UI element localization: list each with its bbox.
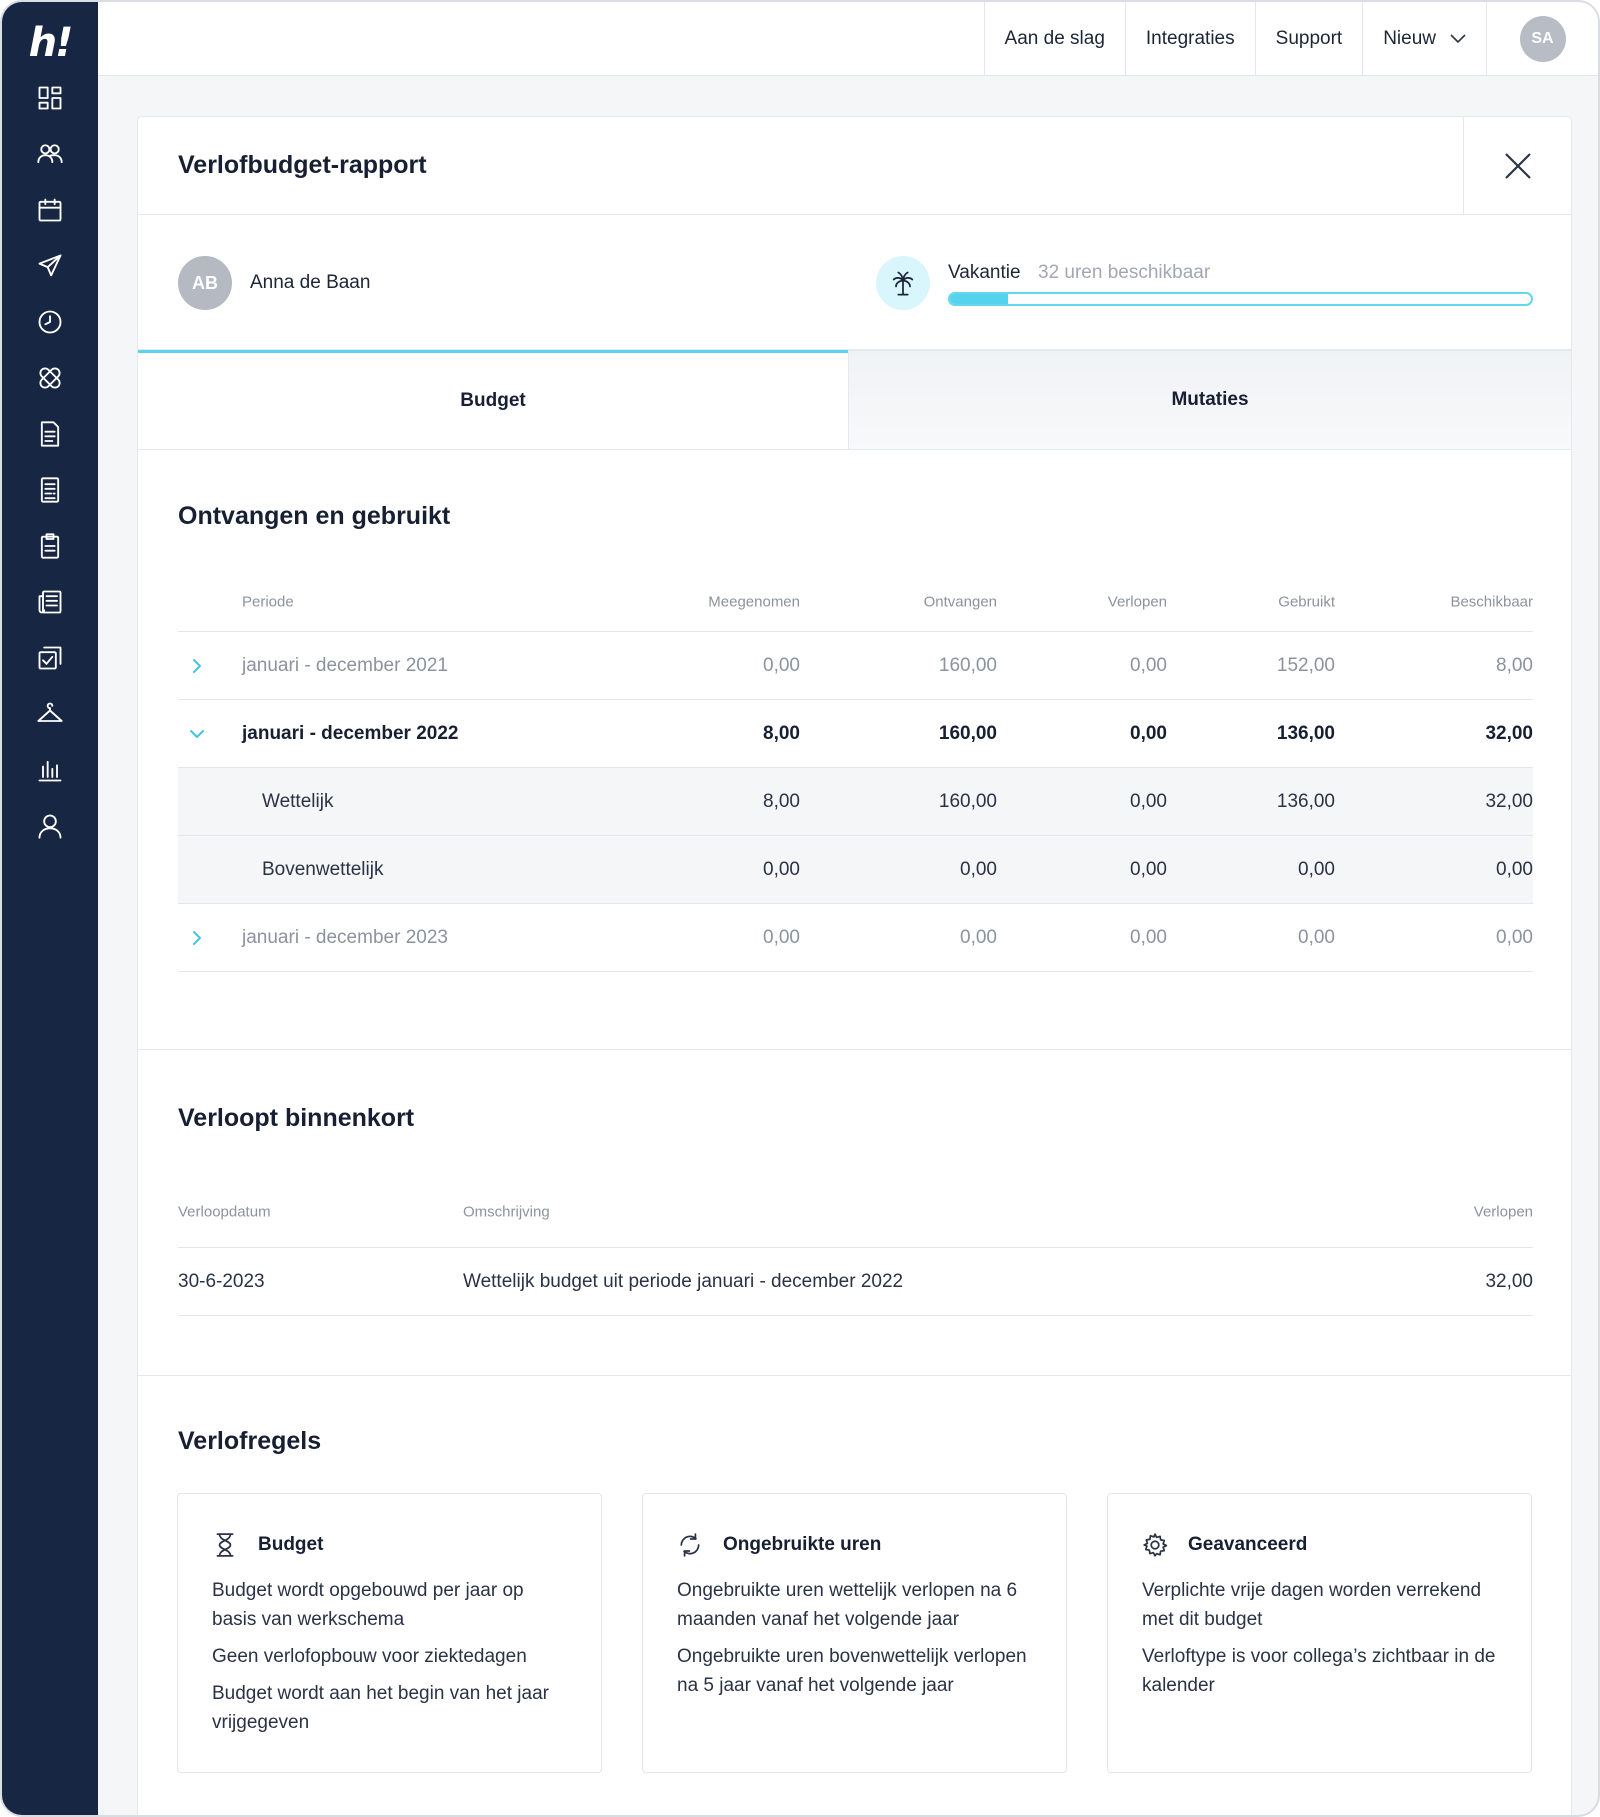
description-cell: Wettelijk budget uit periode januari - december 2022 — [463, 1270, 904, 1292]
tab-bar — [138, 350, 1571, 450]
panel-header — [138, 117, 1571, 215]
leave-available: 32 uren beschikbaar — [1038, 262, 1211, 283]
value-cell: 8,00 — [1496, 654, 1533, 676]
value-cell: 0,00 — [1130, 926, 1167, 948]
value-cell: 8,00 — [763, 722, 800, 744]
plane-icon[interactable] — [22, 238, 78, 294]
nav-support[interactable] — [1255, 2, 1363, 76]
top-nav — [984, 2, 1598, 76]
period-cell: Wettelijk — [262, 790, 334, 812]
rule-text: Geen verlofopbouw voor ziektedagen — [212, 1646, 527, 1667]
value-cell: 152,00 — [1276, 654, 1335, 676]
section-title: Verloopt binnenkort — [178, 1104, 415, 1132]
col-gebruikt: Gebruikt — [1278, 593, 1335, 610]
nav-label: Aan de slag — [1004, 28, 1105, 49]
section-title: Verlofregels — [178, 1427, 322, 1455]
value-cell: 0,00 — [960, 926, 997, 948]
card-header — [1142, 1528, 1497, 1562]
value-cell: 8,00 — [763, 790, 800, 812]
value-cell: 0,00 — [1130, 790, 1167, 812]
nav-label: Nieuw — [1383, 28, 1436, 49]
value-cell: 0,00 — [1130, 722, 1167, 744]
col-meegenomen: Meegenomen — [708, 593, 800, 610]
budget-section — [138, 450, 1571, 1050]
value-cell: 0,00 — [763, 858, 800, 880]
clipboard-icon[interactable] — [22, 518, 78, 574]
rules-cards — [177, 1493, 1532, 1773]
tab-mutaties[interactable]: Mutaties — [848, 350, 1571, 449]
value-cell: 0,00 — [960, 858, 997, 880]
col-verloopdatum: Verloopdatum — [178, 1203, 271, 1220]
period-cell: Bovenwettelijk — [262, 858, 384, 880]
document-icon[interactable] — [22, 406, 78, 462]
table-row[interactable] — [178, 904, 1533, 972]
palm-tree-icon — [876, 256, 930, 310]
period-cell: januari - december 2022 — [242, 722, 459, 744]
top-bar — [98, 2, 1598, 76]
rule-text: Verloftype is voor collega’s zichtbaar in de kalender — [1142, 1646, 1496, 1696]
card-header — [212, 1528, 567, 1562]
table-row[interactable] — [178, 632, 1533, 700]
bandage-icon[interactable] — [22, 350, 78, 406]
receipt-icon[interactable] — [22, 462, 78, 518]
date-cell: 30-6-2023 — [178, 1270, 265, 1292]
value-cell: 32,00 — [1485, 790, 1533, 812]
budget-table — [178, 572, 1533, 972]
col-beschikbaar: Beschikbaar — [1450, 593, 1533, 610]
table-subrow — [178, 836, 1533, 904]
section-title: Ontvangen en gebruikt — [178, 502, 451, 530]
value-cell: 160,00 — [938, 654, 997, 676]
table-header — [178, 1176, 1533, 1248]
user-menu[interactable] — [1486, 2, 1598, 76]
rule-card-ongebruikte-uren — [642, 1493, 1067, 1773]
table-header — [178, 572, 1533, 632]
value-cell: 160,00 — [938, 722, 997, 744]
period-cell: januari - december 2021 — [242, 654, 448, 676]
clock-icon[interactable] — [22, 294, 78, 350]
card-title: Budget — [258, 1534, 324, 1555]
chevron-right-icon[interactable] — [188, 657, 206, 675]
expiring-section — [138, 1050, 1571, 1376]
value-cell: 0,00 — [763, 926, 800, 948]
col-periode: Periode — [242, 593, 294, 610]
col-verlopen: Verlopen — [1107, 593, 1167, 610]
rule-text: Budget wordt opgebouwd per jaar op basis van werkschema — [212, 1580, 524, 1630]
sidebar — [2, 2, 98, 1817]
avatar: SA — [1520, 16, 1566, 62]
app-logo[interactable]: h! — [28, 20, 72, 66]
value-cell: 0,00 — [763, 654, 800, 676]
bar-chart-icon[interactable] — [22, 742, 78, 798]
employee-avatar: AB — [178, 256, 232, 310]
card-title: Geavanceerd — [1188, 1534, 1308, 1555]
value-cell: 136,00 — [1276, 790, 1335, 812]
progress-fill — [950, 294, 1008, 304]
col-omschrijving: Omschrijving — [463, 1203, 550, 1220]
page-title: Verlofbudget-rapport — [178, 151, 427, 179]
rule-card-budget — [177, 1493, 602, 1773]
value-cell: 0,00 — [1298, 926, 1335, 948]
leave-summary — [138, 215, 1571, 350]
user-icon[interactable] — [22, 798, 78, 854]
rule-card-geavanceerd — [1107, 1493, 1532, 1773]
table-row[interactable] — [178, 700, 1533, 768]
nav-integraties[interactable] — [1125, 2, 1255, 76]
nav-label: Integraties — [1145, 28, 1235, 49]
value-cell: 0,00 — [1496, 858, 1533, 880]
chevron-down-icon — [1450, 34, 1466, 44]
newspaper-icon[interactable] — [22, 574, 78, 630]
calendar-icon[interactable] — [22, 182, 78, 238]
dashboard-icon[interactable] — [22, 70, 78, 126]
card-header — [677, 1528, 1032, 1562]
table-row — [178, 1248, 1533, 1316]
value-cell: 160,00 — [938, 790, 997, 812]
table-subrow — [178, 768, 1533, 836]
leave-type: Vakantie — [948, 262, 1021, 283]
period-cell: januari - december 2023 — [242, 926, 448, 948]
card-title: Ongebruikte uren — [723, 1534, 882, 1555]
value-cell: 0,00 — [1496, 926, 1533, 948]
people-icon[interactable] — [22, 126, 78, 182]
value-cell: 32,00 — [1485, 722, 1533, 744]
rule-text: Budget wordt aan het begin van het jaar vrijgegeven — [212, 1683, 549, 1733]
employee-name: Anna de Baan — [250, 272, 371, 293]
nav-nieuw-dropdown[interactable] — [1362, 2, 1486, 76]
rule-text: Ongebruikte uren wettelijk verlopen na 6 maanden vanaf het volgende jaar — [677, 1580, 1018, 1630]
hanger-icon[interactable] — [22, 686, 78, 742]
col-verlopen: Verlopen — [1473, 1203, 1533, 1220]
value-cell: 0,00 — [1130, 858, 1167, 880]
leave-progress-bar — [948, 292, 1533, 306]
nav-label: Support — [1275, 28, 1343, 49]
value-cell: 0,00 — [1130, 654, 1167, 676]
col-ontvangen: Ontvangen — [923, 593, 997, 610]
expiring-table — [178, 1176, 1533, 1316]
tab-budget[interactable]: Budget — [138, 350, 848, 449]
rule-text: Ongebruikte uren bovenwettelijk verlopen na 5 jaar vanaf het volgende jaar — [677, 1646, 1027, 1696]
nav-aan-de-slag[interactable] — [984, 2, 1125, 76]
rule-text: Verplichte vrije dagen worden verrekend met dit budget — [1142, 1580, 1482, 1630]
value-cell: 0,00 — [1298, 858, 1335, 880]
amount-cell: 32,00 — [1485, 1270, 1533, 1292]
chevron-down-icon[interactable] — [188, 725, 206, 743]
value-cell: 136,00 — [1276, 722, 1335, 744]
chevron-right-icon[interactable] — [188, 929, 206, 947]
checklist-icon[interactable] — [22, 630, 78, 686]
close-icon — [1503, 151, 1533, 181]
gear-icon — [1142, 1532, 1168, 1558]
close-button[interactable] — [1463, 117, 1571, 215]
hourglass-icon — [212, 1532, 238, 1558]
refresh-icon — [677, 1532, 703, 1558]
